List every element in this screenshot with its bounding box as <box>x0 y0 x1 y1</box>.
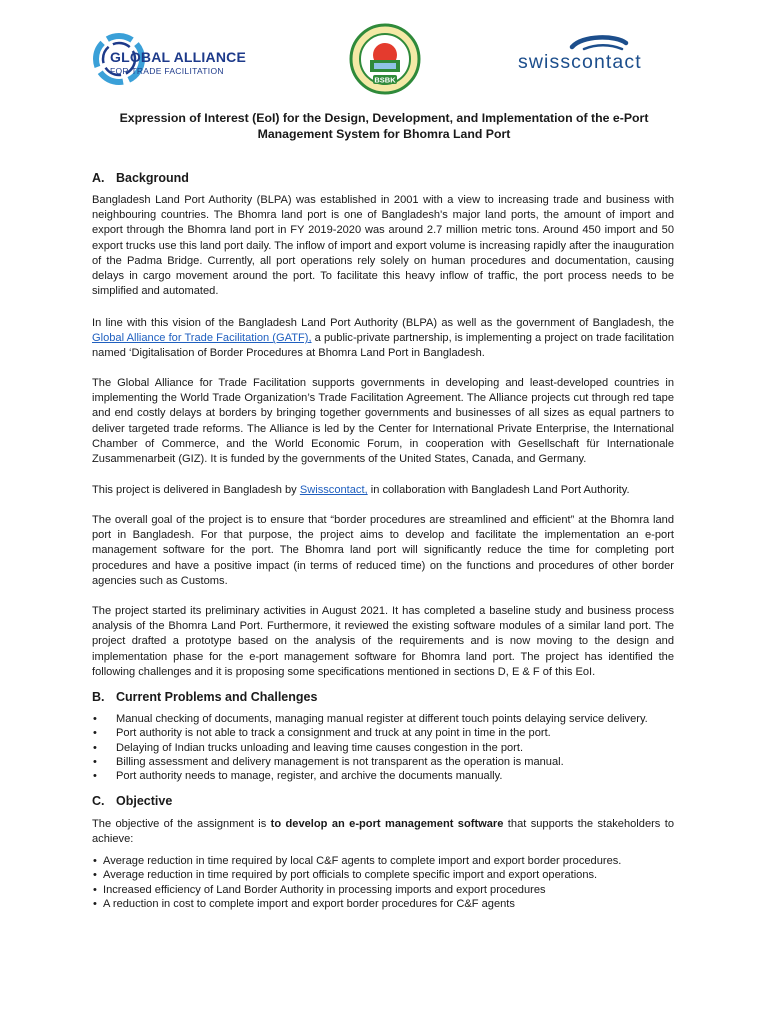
section-c-title: Objective <box>116 794 173 808</box>
list-item: • Manual checking of documents, managing manual register at different touch points delaying service delivery. <box>92 712 682 726</box>
swisscontact-part2: contact <box>571 51 642 73</box>
list-item: • Port authority is not able to track a consignment and truck at any point in time in the port. <box>92 726 682 740</box>
document-title: Expression of Interest (EoI) for the Design, Development, and Implementation of the e-Port Management System for Bhomra Land Port <box>119 111 649 141</box>
section-a-letter: A. <box>92 171 105 185</box>
list-item: • Average reduction in time required by local C&F agents to complete import and export border procedures. <box>92 854 682 868</box>
list-item: • Billing assessment and delivery management is not transparent as the operation is manual. <box>92 755 682 769</box>
list-item: • Average reduction in time required by port officials to complete specific import and export operations. <box>92 868 682 882</box>
paragraph-4-text-end: in collaboration with Bangladesh Land Port Authority. <box>367 484 630 496</box>
list-item: • A reduction in cost to complete import and export border procedures for C&F agents <box>92 897 682 911</box>
objectives-list <box>92 854 682 911</box>
background-paragraph-1: Bangladesh Land Port Authority (BLPA) was established in 2001 with a view to increasing trade and business with neighbouring countries. The Bhomra land port is one of Bangladesh's major land ports, the amount of import and export through the Bhomra land port in FY 2019-2020 was around 2.7 million metric tons. Around 450 import and 50 export trucks use this land port daily. The inflow of import and export volume is increasing rapidly after the inauguration of the Padma Bridge. Currently, all port operations rely solely on human procedures and documentation, causing delays in cargo movement around the port. To facilitate this heavy inflow of traffic, the port process needs to be simplified and automated. <box>92 194 674 298</box>
section-b-letter: B. <box>92 690 105 704</box>
section-c-heading <box>92 794 172 809</box>
section-a-heading <box>92 171 189 186</box>
challenges-list <box>92 712 682 783</box>
gatf-link[interactable]: Global Alliance for Trade Facilitation (GATF), <box>92 332 312 345</box>
bsbk-seal-logo <box>348 22 422 96</box>
gatf-logo <box>92 28 246 88</box>
section-b-heading <box>92 690 317 705</box>
objective-intro-start: The objective of the assignment is <box>92 818 271 830</box>
gatf-logo-line2: FOR TRADE FACILITATION <box>110 66 224 76</box>
bsbk-seal-text: BSBK <box>374 75 396 85</box>
background-paragraph-6: The project started its preliminary activities in August 2021. It has completed a baseline study and business process analysis of the Bhomra Land Port. Furthermore, it reviewed the existing software modules of a similar land port. The project drafted a prototype based on the analysis of the requirements and is now moving to the design and implementation phase for the e-port management software for Bhomra land port. The project has identified the following challenges and it is proposing some specifications mentioned in sections D, E & F of this EoI. <box>92 605 674 678</box>
swisscontact-wordmark <box>518 51 642 74</box>
background-paragraph-5: The overall goal of the project is to ensure that “border procedures are streamlined and efficient” at the Bhomra land port in Bangladesh. For that purpose, the project aims to develop and facilitate the implementation an e-port management software for the port. The Bhomra land port will significantly reduce the time for completing port procedures and have a positive impact (in terms of reduced time) on the functions and procedures of other border agencies such as Customs. <box>92 514 674 587</box>
background-paragraph-4 <box>92 483 674 498</box>
section-b-title: Current Problems and Challenges <box>116 690 318 704</box>
objective-intro-end: that supports the stakeholders to achieve: <box>92 818 674 846</box>
paragraph-2-text-start: In line with this vision of the Bangladesh Land Port Authority (BLPA) as well as the government of Bangladesh, the <box>92 317 674 329</box>
objective-intro <box>92 817 674 847</box>
swisscontact-logo <box>516 30 666 80</box>
list-item: • Port authority needs to manage, register, and archive the documents manually. <box>92 769 682 783</box>
objective-intro-bold: to develop an e-port management software <box>270 818 504 830</box>
list-item: • Increased efficiency of Land Border Authority in processing imports and export procedures <box>92 883 682 897</box>
section-a-title: Background <box>116 171 189 185</box>
gatf-logo-line1: GLOBAL ALLIANCE <box>110 49 246 65</box>
background-paragraph-3: The Global Alliance for Trade Facilitation supports governments in developing and least-developed countries in implementing the World Trade Organization’s Trade Facilitation Agreement. The Alliance projects cut through red tape and end costly delays at borders by bringing together governments and businesses of all sizes as equal partners to deliver targeted trade reforms. The Alliance is led by the Center for International Private Enterprise, the International Chamber of Commerce, and the World Economic Forum, in cooperation with Gesellschaft für Internationale Zusammenarbeit (GIZ). It is funded by the governments of the United States, Canada, and Germany. <box>92 377 674 466</box>
swisscontact-part1: swiss <box>518 51 572 73</box>
paragraph-4-text-start: This project is delivered in Bangladesh by <box>92 484 300 496</box>
paragraph-2-text-end: a public-private partnership, is implementing a project on trade facilitation named ‘Digitalisation of Border Procedures at Bhomra Land Port in Bangladesh. <box>92 332 674 360</box>
background-paragraph-2 <box>92 316 674 362</box>
swisscontact-link[interactable]: Swisscontact, <box>299 484 368 496</box>
section-c-letter: C. <box>92 794 105 808</box>
list-item: • Delaying of Indian trucks unloading and leaving time causes congestion in the port. <box>92 741 682 755</box>
